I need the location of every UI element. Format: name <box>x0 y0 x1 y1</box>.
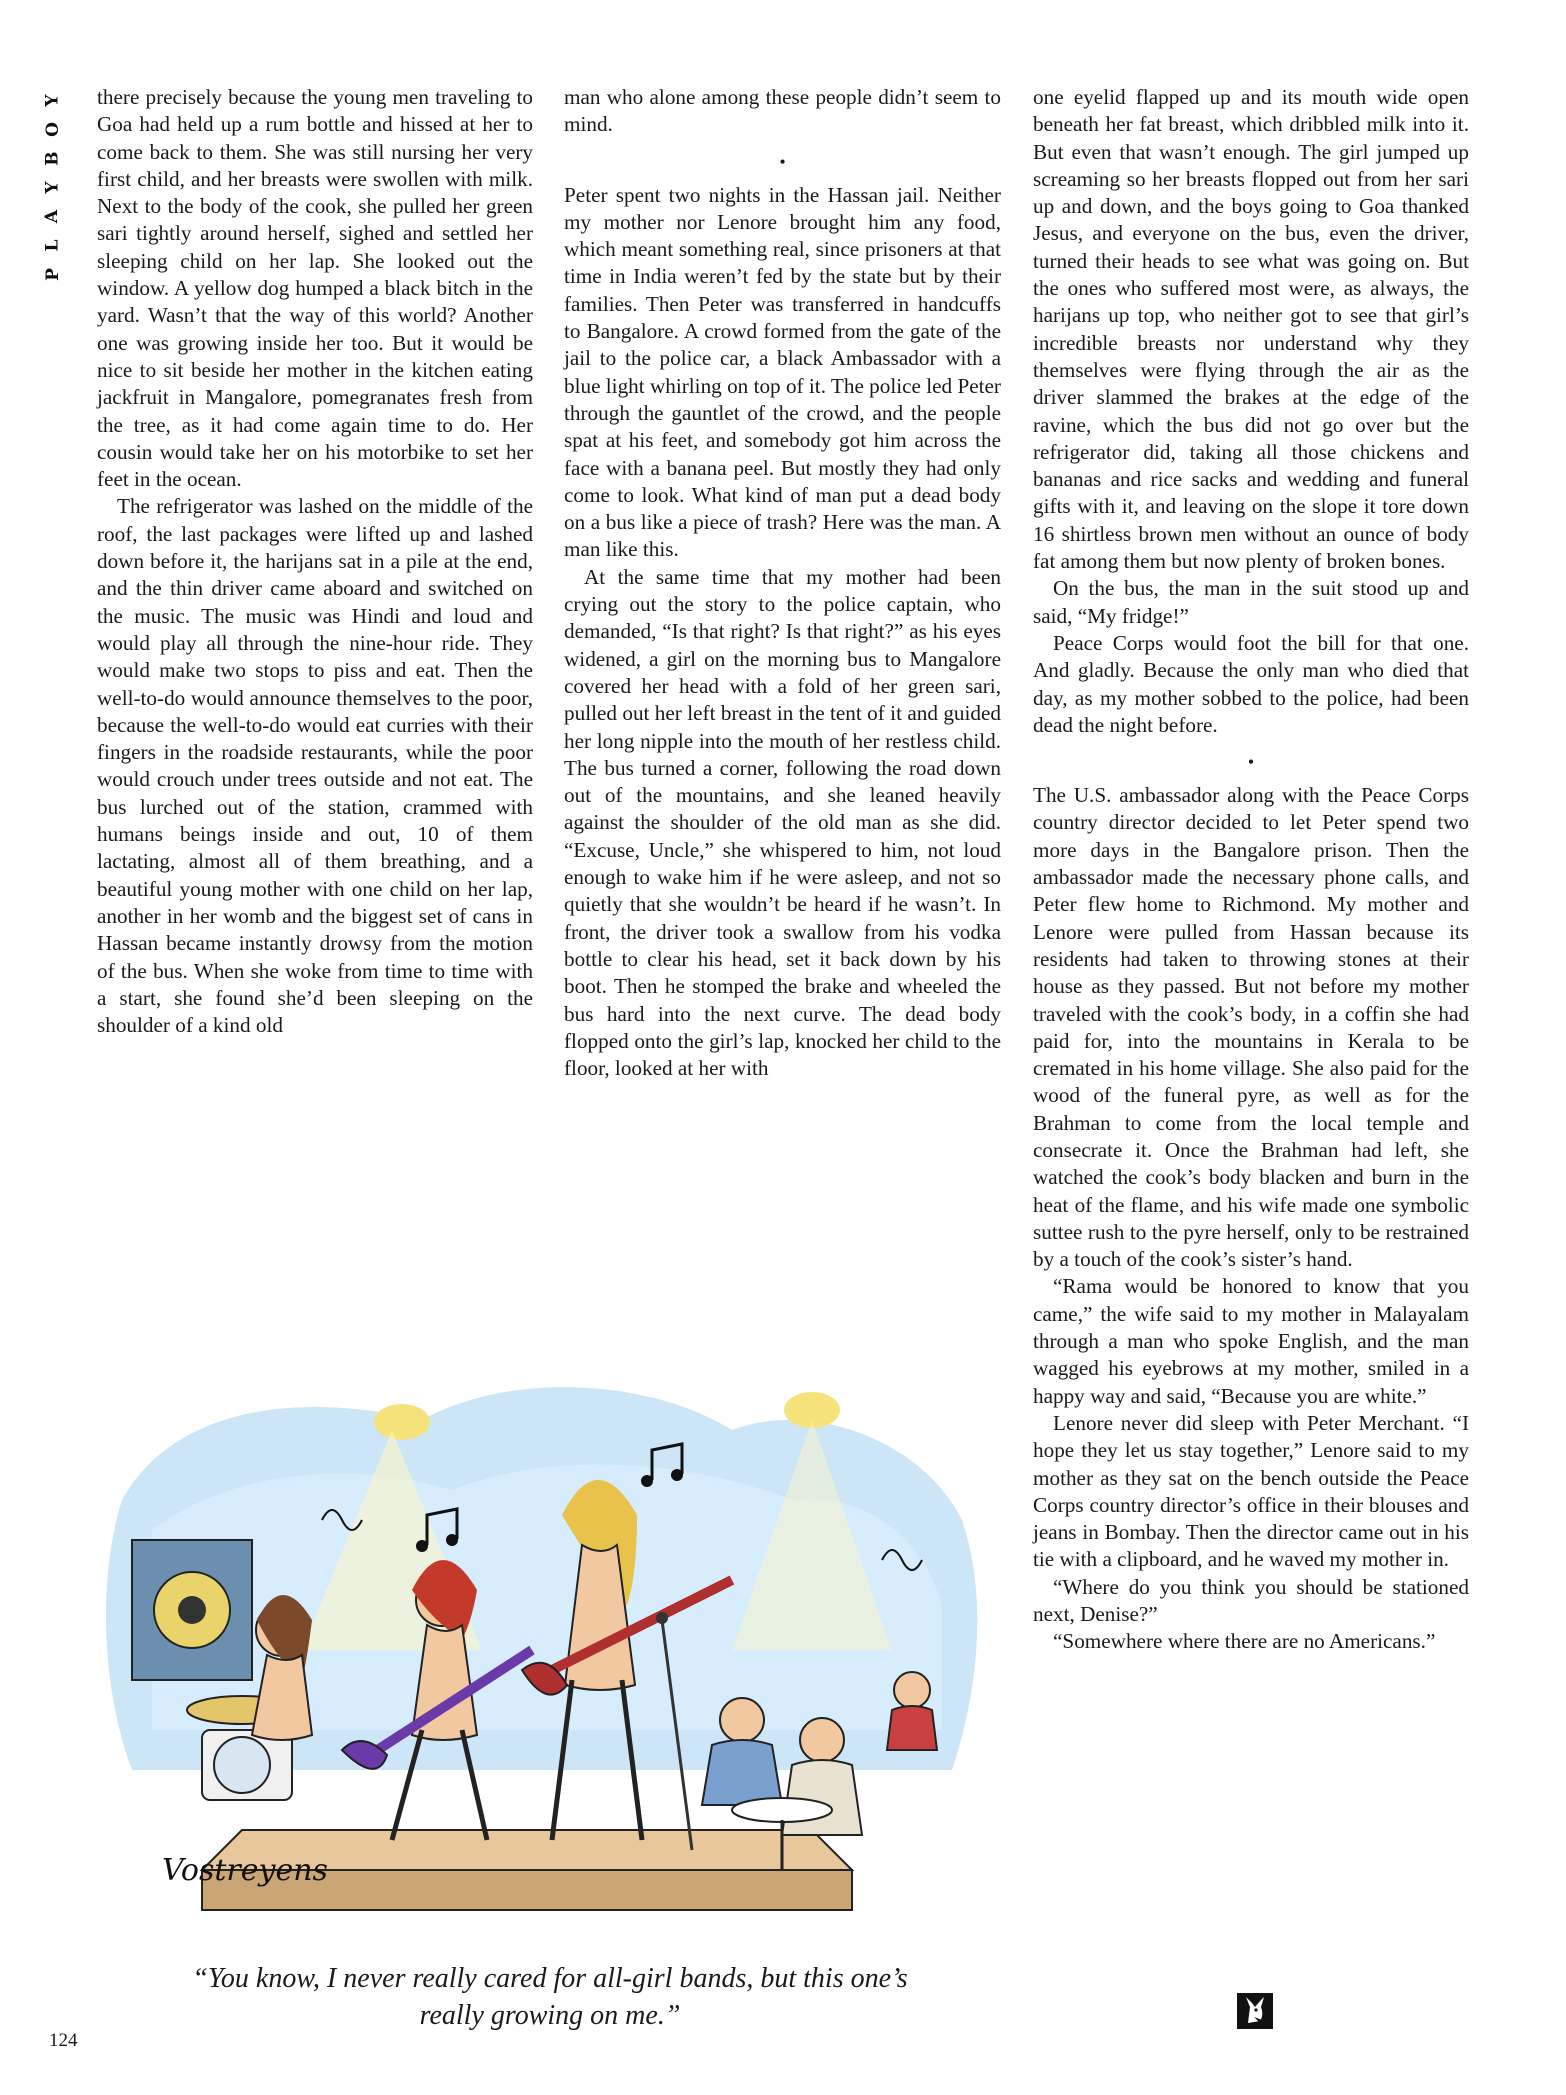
cartoon-illustration <box>92 1350 1002 1940</box>
paragraph: one eyelid flapped up and its mouth wide open beneath her fat breast, which dribbled milk into it. But even that wasn’t enough. The girl jumped up screaming so her breasts flopped out from her sari up and down, and the boys going to Goa thanked Jesus, and everyone on the bus, even the driver, turned their heads to see what was going on. But the ones who suffered most were, as always, the harijans up top, who neither got to see that girl’s incredible breasts nor understand why they themselves were flying through the air as the driver slammed the brakes at the edge of the ravine, which the bus did not go over but the refrigerator did, taking all those chickens and bananas and rice sacks and wedding and funeral gifts with it, and leaving on the slope it tore down 16 shirtless brown men without an ounce of body fat among them but now plenty of broken bones. <box>1033 85 1469 574</box>
logo-letter: L <box>42 239 63 252</box>
section-break-bullet: • <box>779 151 786 172</box>
section-break-bullet: • <box>1247 752 1255 773</box>
logo-letter: Y <box>42 94 63 107</box>
paragraph: Peace Corps would foot the bill for that one. And gladly. Because the only man who died that day, as my mother sobbed to the police, had been dead the night before. <box>1033 630 1469 737</box>
article-column-2 <box>564 84 1001 1082</box>
cartoon-caption <box>120 1960 980 2034</box>
paragraph: “Somewhere where there are no Americans.” <box>1053 1629 1436 1654</box>
paragraph: man who alone among these people didn’t seem to mind. <box>564 85 1001 137</box>
cartoonist-signature: Vostreyens <box>162 1853 328 1888</box>
paragraph: “Rama would be honored to know that you came,” the wife said to my mother in Malayalam through a man who spoke English, and the man wagged his eyebrows at my mother, smiled in a happy way and said, “Because you are white.” <box>1033 1274 1469 1408</box>
paragraph: Lenore never did sleep with Peter Merchant. “I hope they let us stay together,” Lenore said to my mother as they sat on the bench outside the Peace Corps country director’s office in their blouses and jeans in Bombay. Then the director came out in his tie with a clipboard, and he waved my mother in. <box>1033 1410 1469 1572</box>
paragraph: “Where do you think you should be stationed next, Denise?” <box>1033 1574 1469 1627</box>
caption-line: “You know, I never really cared for all-girl bands, but this one’s <box>192 1963 908 1994</box>
paragraph: Peter spent two nights in the Hassan jail. Neither my mother nor Lenore brought him any food, which meant something real, since prisoners at that time in India weren’t fed by the state but by their families. Then Peter was transferred in handcuffs to Bangalore. A crowd formed from the gate of the jail to the police car, a black Ambassador with a blue light whirling on top of it. The police led Peter through the gauntlet of the crowd, and the people spat at his feet, and somebody got him across the face with a banana peel. But mostly they had only come to look. What kind of man put a dead body on a bus like a piece of trash? Here was the man. A man like this. <box>564 182 1001 562</box>
paragraph: The U.S. ambassador along with the Peace Corps country director decided to let Peter spend two more days in the Bangalore prison. Then the ambassador made the necessary phone calls, and Peter flew home to Richmond. My mother and Lenore were pulled from Hassan because its residents had taken to throwing stones at their house as they passed. But not before my mother traveled with the cook’s body, in a coffin she had paid for, into the mountains in Kerala to be cremated in his home village. She also paid for the wood of the funeral pyre, as well as for the Brahman to come from the local temple and consecrate it. Once the Brahman had left, she watched the cook’s body blacken and burn in the heat of the flame, and his wife made one symbolic suttee rush to the pyre herself, only to be restrained by a touch of the cook’s sister’s hand. <box>1033 783 1469 1272</box>
logo-letter: B <box>42 151 63 166</box>
paragraph: The refrigerator was lashed on the middle of the roof, the last packages were lifted up and lashed down before it, the harijans sat in a pile at the end, and the thin driver came aboard and switched on the music. The music was Hindi and loud and would play all through the nine-hour ride. They would make two stops to piss and eat. Then the well-to-do would announce themselves to the poor, because the well-to-do would eat curries with their fingers in the roadside restaurants, while the poor would crouch under trees outside and not eat. The bus lurched out of the station, crammed with humans beings inside and out, 10 of them lactating, almost all of them breathing, and a beautiful young mother with one child on her lap, another in her womb and the biggest set of cans in Hassan became instantly drowsy from the motion of the bus. When she woke from time to time with a start, she found she’d been sleeping on the shoulder of a kind old <box>97 494 533 1038</box>
paragraph: At the same time that my mother had been crying out the story to the police captain, who demanded, “Is that right? Is that right?” as his eyes widened, a girl on the morning bus to Mangalore covered her head with a fold of her green sari, pulled out her left breast in the tent of it and guided her long nipple into the mouth of her restless child. The bus turned a corner, following the road down out of the mountains, and she leaned heavily against the shoulder of the old man as she did. “Excuse, Uncle,” she whispered to him, not loud enough to wake him if he were asleep, and not so quietly that she wouldn’t be heard if he wasn’t. In front, the driver took a swallow from his vodka bottle to clear his head, set it back down by his boot. Then he stomped the brake and wheeled the bus hard into the next curve. The dead body flopped onto the girl’s lap, knocked her child to the floor, looked at her with <box>564 564 1001 1081</box>
paragraph: there precisely because the young men traveling to Goa had held up a rum bottle and hissed at her to come back to them. She was still nursing her very first child, and her breasts were swollen with milk. Next to the body of the cook, she pulled her green sari tightly around herself, sighed and settled her sleeping child on her lap. She looked out the window. A yellow dog humped a black bitch in the yard. Wasn’t that the way of this world? Another one was growing inside her too. But it would be nice to sit beside her mother in the kitchen eating jackfruit in Mangalore, pomegranates fresh from the tree, as it had come again time to do. Her cousin would take her on his motorbike to set her feet in the ocean. <box>97 85 533 492</box>
article-column-3 <box>1033 84 1469 1656</box>
cartoon-drawing <box>92 1350 1002 1940</box>
caption-line: really growing on me.” <box>419 2000 681 2031</box>
rabbit-head-icon <box>1237 1993 1273 2029</box>
logo-letter: P <box>42 268 63 281</box>
article-column-1 <box>97 84 533 1039</box>
page-number: 124 <box>49 2030 78 2051</box>
logo-letter: A <box>42 209 63 224</box>
paragraph: On the bus, the man in the suit stood up and said, “My fridge!” <box>1033 576 1469 628</box>
logo-letter: Y <box>42 181 63 194</box>
vertical-magazine-logo <box>42 86 64 289</box>
logo-letter: O <box>42 122 63 137</box>
